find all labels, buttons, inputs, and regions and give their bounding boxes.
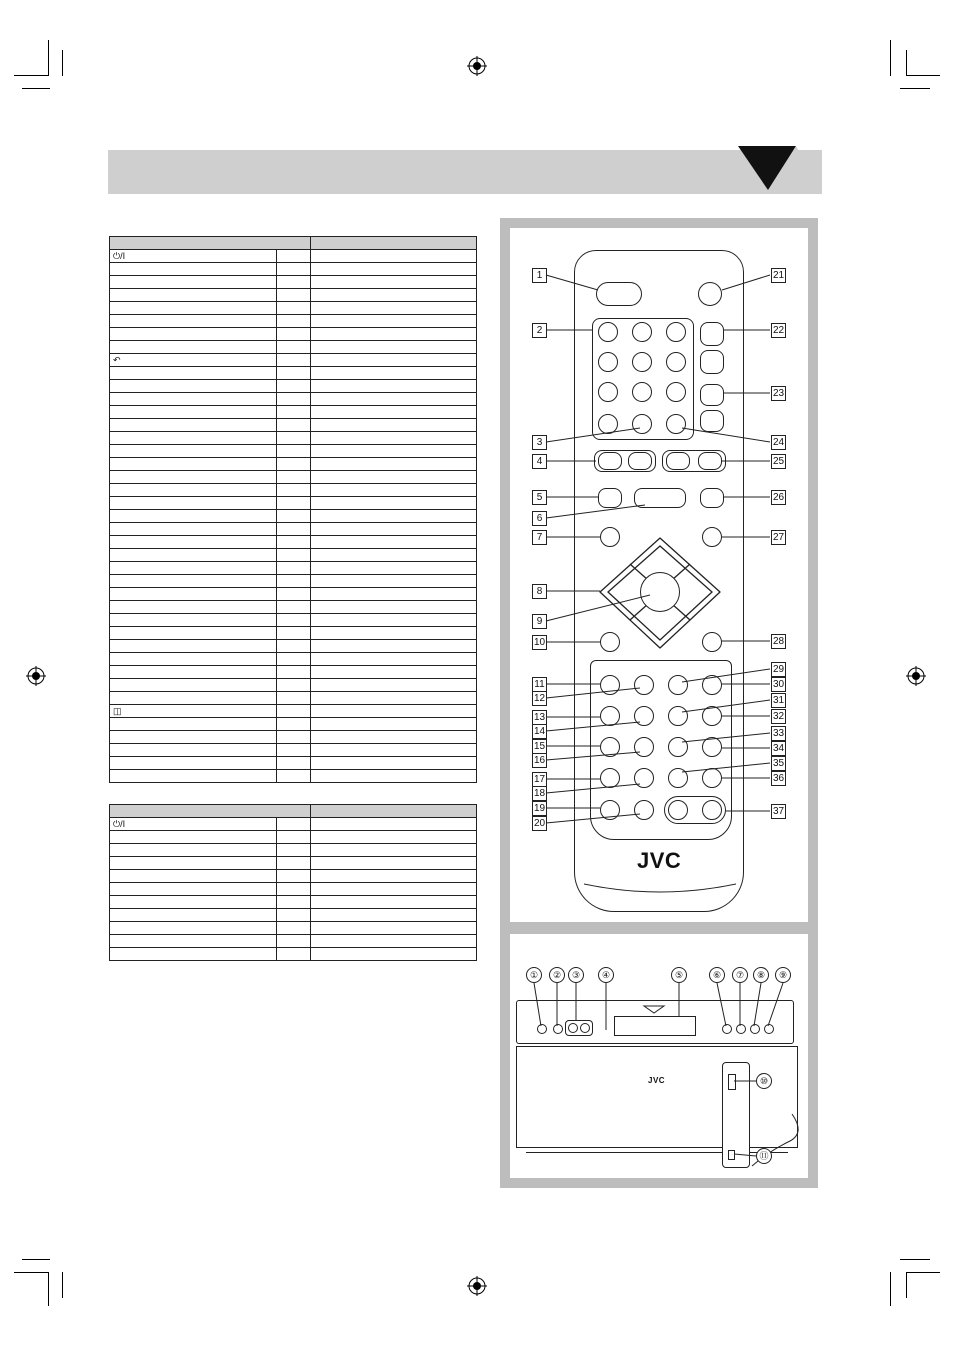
unit-callout-label: ③ [568, 967, 584, 983]
callout-label: 5 [532, 490, 547, 505]
callout-label: 35 [772, 758, 785, 769]
callout-label: 3 [532, 435, 547, 450]
callout-label: 31 [772, 695, 785, 706]
callout-label: 24 [772, 437, 785, 448]
callout-label: 36 [772, 773, 785, 784]
callout-label: 13 [533, 712, 546, 723]
callout-label: 8 [532, 584, 547, 599]
callout-label: 2 [532, 323, 547, 338]
callout-line [734, 1154, 756, 1156]
callout-label: 29 [772, 664, 785, 675]
callout-label: 9 [532, 614, 547, 629]
callout-label: 25 [772, 456, 785, 467]
callout-line [717, 983, 726, 1026]
callout-label: 15 [533, 741, 546, 752]
callout-label: 7 [532, 530, 547, 545]
table-cell-name: ◫ [110, 705, 277, 718]
callout-label: 18 [533, 788, 546, 799]
callout-label: 23 [772, 388, 785, 399]
unit-callout-label: ⑪ [756, 1148, 772, 1164]
unit-callout-label: ⑩ [756, 1073, 772, 1089]
callout-label: 1 [532, 268, 547, 283]
callout-label: 22 [772, 325, 785, 336]
unit-callout-label: ④ [598, 967, 614, 983]
callout-line [768, 983, 783, 1026]
unit-callout-label: ① [526, 967, 542, 983]
callout-label: 37 [772, 806, 785, 817]
callout-label: 10 [533, 637, 546, 648]
callout-label: 28 [772, 636, 785, 647]
callout-label: 16 [533, 755, 546, 766]
unit-callout-label: ② [549, 967, 565, 983]
callout-label: 17 [533, 774, 546, 785]
callout-label: 27 [772, 532, 785, 543]
table-cell-name: ↶ [110, 354, 277, 367]
callout-label: 26 [772, 492, 785, 503]
callout-line [754, 983, 761, 1026]
unit-callout-label: ⑥ [709, 967, 725, 983]
unit-brand-logo: JVC [648, 1076, 666, 1085]
callout-label: 14 [533, 726, 546, 737]
unit-callout-label: ⑨ [775, 967, 791, 983]
table-cell-name: ⏻/I [110, 250, 277, 263]
unit-callout-label: ⑦ [732, 967, 748, 983]
callout-label: 32 [772, 711, 785, 722]
callout-label: 12 [533, 693, 546, 704]
callout-label: 19 [533, 803, 546, 814]
callout-label: 4 [532, 454, 547, 469]
callout-label: 33 [772, 728, 785, 739]
unit-callout-label: ⑧ [753, 967, 769, 983]
unit-callout-label: ⑤ [671, 967, 687, 983]
callout-label: 21 [772, 270, 785, 281]
callout-label: 11 [532, 677, 547, 692]
remote-brand-logo: JVC [637, 848, 682, 873]
callout-label: 34 [772, 743, 785, 754]
callout-label: 6 [532, 511, 547, 526]
callout-line [534, 983, 541, 1026]
callout-label: 20 [533, 818, 546, 829]
table-cell-name: ⏻/I [110, 818, 277, 831]
callout-label: 30 [772, 679, 785, 690]
